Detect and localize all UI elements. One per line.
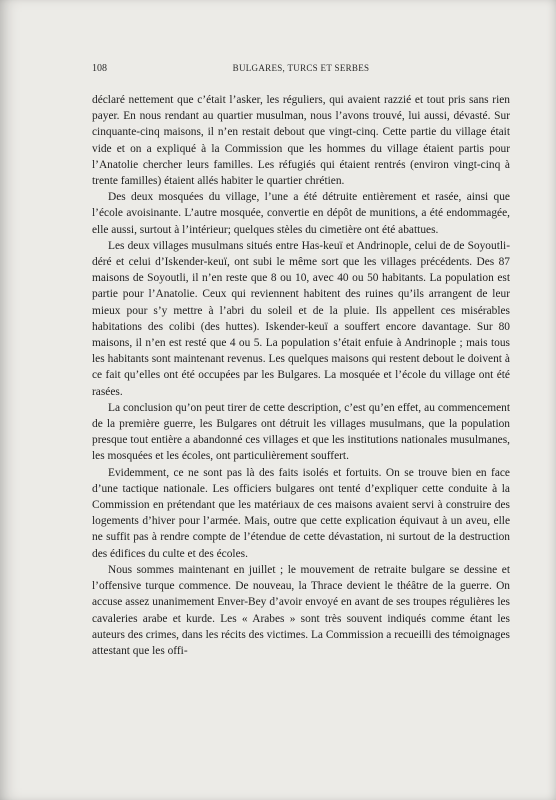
paragraph-6: Nous sommes maintenant en juillet ; le mouvement de retraite bulgare se dessine et l’offensive turque commence. De nouveau, la Thrace devient le théâtre de la guerre. On accuse assez unanimement Enver-Bey d’avoir envoyé en avant de ses troupes régulières les cavaleries arabe et kurde. Les « Arabes » sont très souvent indiqués comme étant les auteurs des crimes, dans les récits des victimes. La Commission a recueilli des témoignages attestant que les offi- [92,563,510,657]
running-head: BULGARES, TURCS ET SERBES [232,63,370,73]
page-number: 108 [92,63,107,74]
paragraph-3: Les deux villages musulmans situés entre Has-keuï et Andrinople, celui de de Soyoutli-déré et celui d’Iskender-keuï, ont subi le même sort que les villages précédents. Des 87 maisons de Soyoutli, il n’en reste que 8 ou 10, avec 40 ou 50 habitants. La population est partie pour l’Anatolie. Ceux qui reviennent habitent des ruines qu’ils arrangent de leur mieux pour s’y mettre à l’abri du soleil et de la pluie. Ils appellent ces misérables habitations des colibi (des huttes). Iskender-keuï a souffert encore davantage. Sur 80 maisons, il n’en est resté que 4 ou 5. La population s’était enfuie à Andrinople ; mais tous les habitants sont maintenant revenus. Les quelques maisons qui restent debout le doivent à ce fait qu’elles ont été occupées par les Bulgares. La mosquée et l’école du village ont été rasées. [92,239,510,398]
paragraph-4: La conclusion qu’on peut tirer de cette description, c’est qu’en effet, au commencement de la première guerre, les Bulgares ont détruit les villages musulmans, que la population presque tout entière a abandonné ces villages et que les institutions nationales musulmanes, les mosquées et les écoles, ont particulièrement souffert. [92,401,510,463]
page-header [92,63,510,77]
paragraph-5: Evidemment, ce ne sont pas là des faits isolés et fortuits. On se trouve bien en face d’une tactique nationale. Les officiers bulgares ont tenté d’expliquer cette conduite à la Commission en prétendant que les matériaux de ces maisons avaient servi à construire des logements d’hiver pour l’armée. Mais, outre que cette explication équivaut à un aveu, elle ne suffit pas à rendre compte de l’étendue de cette dévastation, ni surtout de la destruction des édifices du culte et des écoles. [92,466,510,560]
paragraph-2: Des deux mosquées du village, l’une a été détruite entièrement et rasée, ainsi que l’école avoisinante. L’autre mosquée, convertie en dépôt de munitions, a été endommagée, elle aussi, surtout à l’intérieur; quelques stèles du cimetière ont été abattues. [92,191,510,236]
paragraph-1: déclaré nettement que c’était l’asker, les réguliers, qui avaient razzié et tout pris sans rien payer. En nous rendant au quartier musulman, nous l’avons trouvé, lui aussi, dévasté. Sur cinquante-cinq maisons, il n’en restait debout que vingt-cinq. Cette partie du village était vide et on a expliqué à la Commission que les hommes du village étaient partis pour l’Anatolie chercher leurs familles. Les réfugiés qui étaient rentrés (environ vingt-cinq à trente familles) étaient allés habiter le quartier chrétien. [92,94,510,188]
body-text [92,92,510,659]
